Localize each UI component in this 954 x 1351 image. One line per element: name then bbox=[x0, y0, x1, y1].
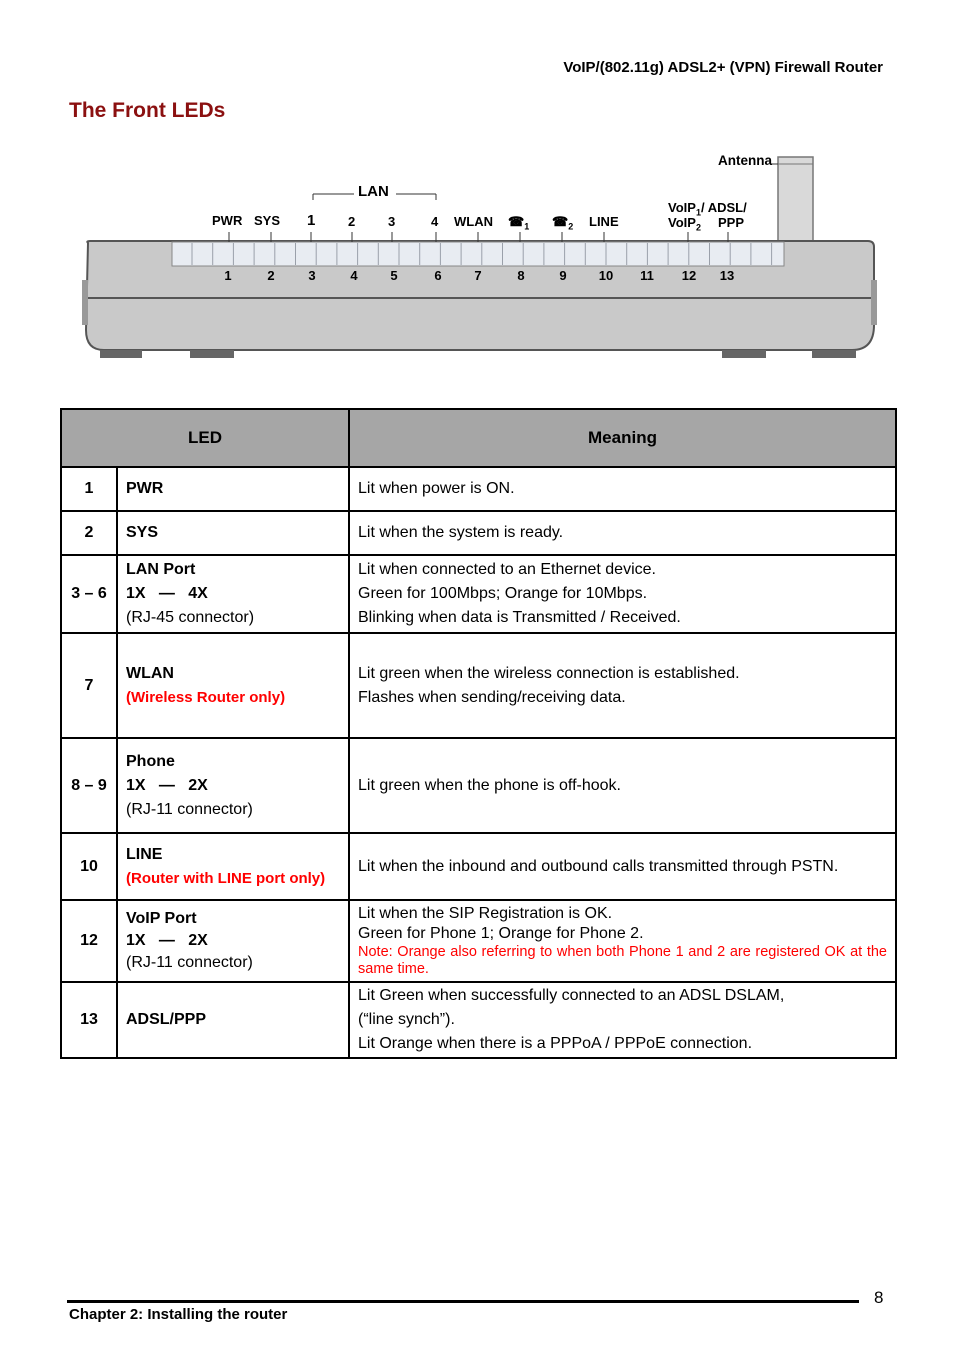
line-label: LINE bbox=[589, 214, 619, 229]
led-number-label: 12 bbox=[681, 268, 697, 283]
led-number: 7 bbox=[61, 633, 117, 738]
voip2-label: VoIP$_2$ bbox=[668, 215, 701, 233]
lan3-label: 3 bbox=[388, 214, 396, 229]
table-row bbox=[61, 738, 896, 833]
led-number-label: 2 bbox=[267, 268, 275, 283]
led-cell bbox=[117, 555, 349, 633]
led-cell bbox=[117, 833, 349, 900]
led-connector: (RJ-11 connector) bbox=[126, 954, 253, 971]
led-cell bbox=[117, 633, 349, 738]
led-note: (Router with LINE port only) bbox=[126, 869, 326, 887]
led-name: SYS bbox=[117, 511, 349, 555]
lan1-label: 1 bbox=[307, 212, 316, 229]
table-row bbox=[61, 467, 896, 511]
led-name: WLAN bbox=[126, 664, 174, 682]
pwr-label: PWR bbox=[212, 213, 243, 228]
led-number: 10 bbox=[61, 833, 117, 900]
led-connector: (RJ-11 connector) bbox=[126, 800, 253, 818]
led-meaning-cell bbox=[349, 555, 896, 633]
table-row bbox=[61, 833, 896, 900]
voip1-label: VoIP$_1$/ ADSL/ bbox=[668, 200, 747, 218]
led-number: 1 bbox=[61, 467, 117, 511]
antenna-label: Antenna bbox=[718, 153, 772, 168]
meaning-line: Lit Green when successfully connected to an ADSL DSLAM, bbox=[358, 987, 785, 1004]
led-range: 1X — 2X bbox=[126, 932, 208, 949]
lan-group-label: LAN bbox=[358, 183, 389, 200]
sys-label: SYS bbox=[254, 213, 281, 228]
led-number: 13 bbox=[61, 982, 117, 1058]
page-header: VoIP/(802.11g) ADSL2+ (VPN) Firewall Router bbox=[563, 59, 883, 76]
led-number-label: 5 bbox=[390, 268, 398, 283]
led-number: 2 bbox=[61, 511, 117, 555]
table-row bbox=[61, 633, 896, 738]
meaning-line: Blinking when data is Transmitted / Received. bbox=[358, 609, 681, 626]
phone-2-icon: ☎ bbox=[552, 214, 569, 229]
led-number: 12 bbox=[61, 900, 117, 982]
led-number-label: 8 bbox=[517, 268, 525, 283]
led-meaning-cell bbox=[349, 833, 896, 900]
table-header-row bbox=[61, 409, 896, 467]
phone2-label: $☎_2$ bbox=[552, 214, 574, 232]
ppp-label: PPP bbox=[718, 215, 745, 230]
led-cell bbox=[117, 900, 349, 982]
phone1-label: $☎_1$ bbox=[508, 214, 530, 232]
meaning-line: Lit Orange when there is a PPPoA / PPPoE connection. bbox=[358, 1035, 753, 1052]
led-name: LINE bbox=[126, 845, 163, 863]
led-header: LED bbox=[61, 409, 349, 467]
table-row bbox=[61, 511, 896, 555]
led-meaning: Lit when the system is ready. bbox=[349, 511, 896, 555]
footer-chapter: Chapter 2: Installing the router bbox=[69, 1306, 288, 1323]
router-front-drawing bbox=[82, 140, 882, 370]
led-number: 3 – 6 bbox=[61, 555, 117, 633]
table-row bbox=[61, 982, 896, 1058]
led-number-label: 13 bbox=[719, 268, 735, 283]
led-number-label: 11 bbox=[640, 268, 654, 283]
led-meaning-cell bbox=[349, 900, 896, 982]
led-meaning: Lit when the inbound and outbound calls transmitted through PSTN. bbox=[358, 857, 839, 875]
led-meaning-cell bbox=[349, 633, 896, 738]
led-number-label: 10 bbox=[598, 268, 614, 283]
led-meaning: Lit green when the phone is off-hook. bbox=[349, 738, 896, 833]
phone-1-icon: ☎ bbox=[508, 214, 525, 229]
meaning-line: Green for Phone 1; Orange for Phone 2. bbox=[358, 925, 644, 942]
led-number-label: 4 bbox=[350, 268, 358, 283]
led-range: 1X — 2X bbox=[126, 776, 208, 794]
table-row bbox=[61, 555, 896, 633]
led-meaning-cell bbox=[349, 982, 896, 1058]
led-number: 8 – 9 bbox=[61, 738, 117, 833]
table-row bbox=[61, 900, 896, 982]
led-connector: (RJ-45 connector) bbox=[126, 609, 255, 626]
meaning-header: Meaning bbox=[349, 409, 896, 467]
led-number-label: 7 bbox=[474, 268, 482, 283]
lan4-label: 4 bbox=[431, 214, 439, 229]
led-name: LAN Port bbox=[126, 561, 196, 578]
lan2-label: 2 bbox=[348, 214, 356, 229]
meaning-line: (“line synch”). bbox=[358, 1011, 455, 1028]
led-note: (Wireless Router only) bbox=[126, 688, 286, 706]
wlan-label: WLAN bbox=[454, 214, 493, 229]
meaning-line: Flashes when sending/receiving data. bbox=[358, 688, 626, 706]
led-name: PWR bbox=[117, 467, 349, 511]
led-meaning: Lit when power is ON. bbox=[349, 467, 896, 511]
meaning-note: Note: Orange also referring to when both Phone 1 and 2 are registered OK at the same time. bbox=[358, 944, 887, 977]
meaning-line: Lit when connected to an Ethernet device. bbox=[358, 561, 656, 578]
led-cell bbox=[117, 738, 349, 833]
led-number-label: 3 bbox=[308, 268, 316, 283]
led-name: ADSL/PPP bbox=[117, 982, 349, 1058]
led-table bbox=[60, 408, 897, 1059]
led-name: Phone bbox=[126, 752, 175, 770]
meaning-line: Green for 100Mbps; Orange for 10Mbps. bbox=[358, 585, 648, 602]
led-number-label: 1 bbox=[224, 268, 232, 283]
footer-rule bbox=[67, 1300, 859, 1303]
section-title: The Front LEDs bbox=[69, 99, 226, 122]
router-front-figure bbox=[82, 140, 882, 370]
led-number-label: 6 bbox=[434, 268, 442, 283]
led-range: 1X — 4X bbox=[126, 585, 208, 602]
led-number-label: 9 bbox=[559, 268, 567, 283]
led-name: VoIP Port bbox=[126, 910, 197, 927]
meaning-line: Lit when the SIP Registration is OK. bbox=[358, 905, 613, 922]
meaning-line: Lit green when the wireless connection is established. bbox=[358, 664, 740, 682]
page-number: 8 bbox=[874, 1288, 884, 1307]
